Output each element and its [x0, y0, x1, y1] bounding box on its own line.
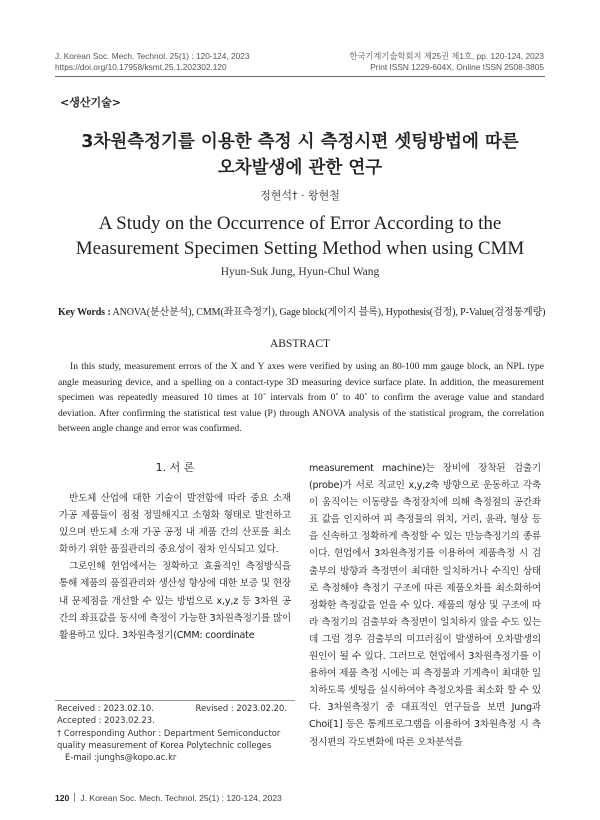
intro-paragraph-2: 그로인해 현업에서는 정확하고 효율적인 측정방식을 통해 제품의 품질관리와 생산성 향상에 대한 보증 및 현장 내 문제점을 개선할 수 있는 방법으로 x,y,z 등 3차원 공간의 좌표값을 동시에 측정이 가능한 3차원측정기를 많이 활용하고 있다. 3차원측정기(CMM: coordinate: [59, 561, 291, 641]
issn-info: Print ISSN 1229-604X, Online ISSN 2508-3805: [370, 62, 544, 72]
received-date: Received : 2023.02.10.: [57, 703, 154, 713]
revised-date: Revised : 2023.02.20.: [195, 703, 287, 713]
keywords: [58, 303, 548, 318]
keywords-list: ANOVA(분산분석), CMM(좌표측정기), Gage block(게이지 블록), Hypothesis(검정), P-Value(검정통계량): [112, 307, 546, 318]
right-column: [309, 460, 541, 751]
abstract-heading: ABSTRACT: [269, 338, 331, 350]
title-ko-line-2: 오차발생에 관한 연구: [217, 158, 383, 178]
intro-paragraph-3: measurement machine)는 장비에 장착된 검출기(probe)가 서로 직교인 x,y,z축 방향으로 운동하고 각축이 움직이는 이동량을 측정장치에 의해 측정점의 공간좌표 값을 인지하여 피 측정물의 위치, 거리, 윤곽, 형상 등을 신속하고 정확하게 측정할 수 있는 만능측정기의 종류이다. 현업에서 3차원측정기를 이용하여 제품측정 시 검출부의 방향과 측정면이 최대한 일치하거나 수직인 상태로 측정해야 측정기 구조에 따른 제품오차를 최소화하여 정확한 측정값을 얻을 수 있다. 제품의 형상 및 구조에 따라 측정기의 검출부와 측정면이 일치하지 않을 수도 있는데 그럴 경우 검출부의 미끄러짐이 발생하여 오차발생의 원인이 될 수 있다. 그러므로 현업에서 3차원측정기를 이용하여 제품 측정 시에는 피 측정물과 기계측이 최대한 일치하도록 셋팅을 실시하여야 측정오차를 최소화 할 수 있다. 3차원측정기 중 대표적인 연구들을 보면 Jung과 Choi[1] 등은 통계프로그램을 이용하여 3차원측정 시 측정시편의 각도변화에 따른 오차분석을: [309, 463, 541, 748]
corresponding-author: † Corresponding Author : Department Semiconductor quality measurement of Korea Polytechnic colleges: [57, 727, 281, 750]
page-number: 120: [55, 793, 70, 803]
authors-english: Hyun-Suk Jung, Hyun-Chul Wang: [220, 266, 380, 278]
footer-journal: J. Korean Soc. Mech. Technol. 25(1) : 120-124, 2023: [80, 793, 282, 803]
left-column: [59, 490, 291, 644]
keywords-label: Key Words :: [58, 307, 111, 318]
abstract-body: In this study, measurement errors of the X and Y axes were verified by using an 80-100 mm gauge block, an NPL type angle measuring device, and a spelling on a contact-type 3D measuring device surface plate. In addition, the measurement specimen was repeatedly measured 10 times at 10˚ intervals from 0˚ to 40˚ to confirm the average value and standard deviation. After confirming the statistical test value (P) through ANOVA analysis of the statistical program, the correlation between angle change and error was confirmed.: [58, 361, 544, 435]
page-footer: [55, 793, 282, 803]
intro-paragraph-1: 반도체 산업에 대한 기술이 발전함에 따라 중요 소재 가공 제품들이 점점 정밀해지고 소형화 형태로 발전하고 있으며 반도체 소재 가공 공정 내 제품 간의 산포를 최소화하기 위한 품질관리의 중요성이 점차 인식되고 있다.: [59, 493, 291, 556]
received-revised-row: [57, 702, 293, 714]
title-en-line-1: A Study on the Occurrence of Error According to the: [98, 213, 502, 234]
accepted-date: Accepted : 2023.02.23.: [57, 715, 155, 726]
footnote-divider: [55, 700, 295, 701]
section-heading-introduction: 1. 서 론: [155, 461, 195, 474]
running-header-right: [349, 51, 544, 73]
running-header-left: [55, 51, 249, 73]
paper-title-english: [40, 211, 560, 261]
journal-citation: J. Korean Soc. Mech. Technol. 25(1) : 120-124, 2023: [55, 51, 250, 61]
paper-title-korean: [40, 129, 560, 181]
title-ko-line-1: 3차원측정기를 이용한 측정 시 측정시편 셋팅방법에 따른: [81, 132, 519, 152]
authors-korean: 정현석† · 왕현철: [260, 189, 340, 202]
header-divider: [55, 76, 545, 77]
section-tag: <생산기술>: [60, 96, 121, 109]
doi-link[interactable]: https://doi.org/10.17958/ksmt.25.1.202302.120: [55, 62, 227, 72]
footer-separator: [74, 793, 75, 802]
title-en-line-2: Measurement Specimen Setting Method when using CMM: [75, 238, 525, 259]
author-email: E-mail :junghs@kopo.ac.kr: [65, 752, 177, 763]
footnote-block: [57, 702, 293, 763]
journal-citation-ko: 한국기계기술학회지 제25권 제1호, pp. 120-124, 2023: [349, 51, 544, 61]
